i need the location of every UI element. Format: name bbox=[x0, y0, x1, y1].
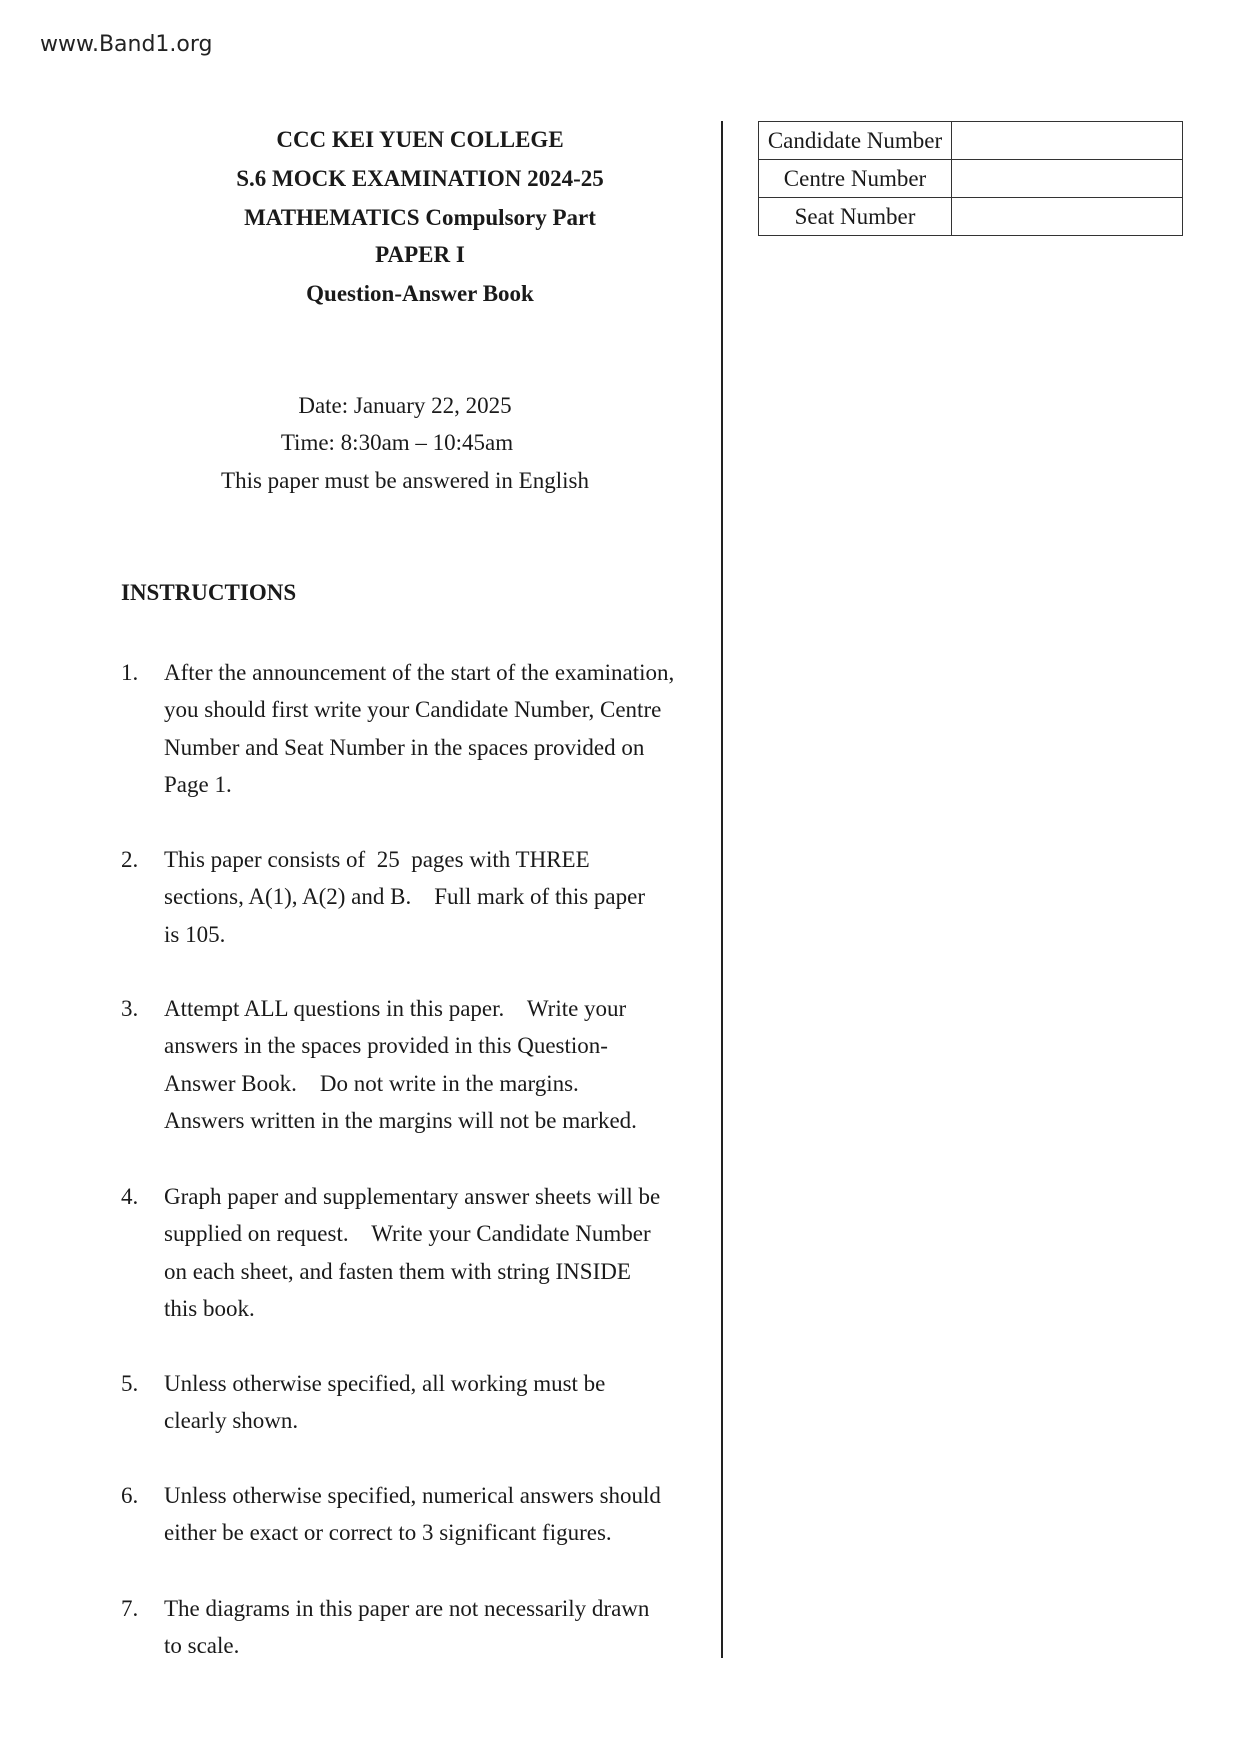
instruction-line: Unless otherwise specified, numerical answers should bbox=[164, 1483, 661, 1508]
instruction-line: clearly shown. bbox=[164, 1408, 299, 1434]
watermark: www.Band1.org bbox=[40, 32, 213, 57]
instruction-text bbox=[164, 1178, 660, 1328]
instruction-line: Graph paper and supplementary answer sheets will be bbox=[164, 1184, 661, 1209]
instruction-line: After the announcement of the start of the examination, bbox=[164, 660, 675, 685]
seat-number-field[interactable] bbox=[952, 198, 1183, 236]
exam-language: This paper must be answered in English bbox=[221, 468, 589, 493]
subject-title: MATHEMATICS Compulsory Part bbox=[244, 205, 596, 230]
instruction-number: 2. bbox=[121, 847, 139, 872]
exam-time: Time: 8:30am – 10:45am bbox=[280, 430, 514, 455]
instruction-number: 5. bbox=[121, 1371, 139, 1396]
instruction-line: The diagrams in this paper are not necessarily drawn bbox=[164, 1596, 650, 1621]
instruction-line: Answers written in the margins will not be marked. bbox=[164, 1108, 637, 1134]
exam-title: S.6 MOCK EXAMINATION 2024-25 bbox=[236, 166, 604, 191]
instruction-line: Answer Book. Do not write in the margins. bbox=[164, 1070, 579, 1096]
exam-date: Date: January 22, 2025 bbox=[298, 393, 512, 418]
school-name: CCC KEI YUEN COLLEGE bbox=[276, 127, 564, 152]
instruction-text bbox=[164, 1590, 649, 1665]
instruction-number: 7. bbox=[121, 1596, 139, 1621]
instruction-line: this book. bbox=[164, 1296, 255, 1322]
instruction-text bbox=[164, 990, 637, 1140]
instruction-number: 6. bbox=[121, 1483, 139, 1508]
table-row bbox=[759, 122, 1183, 160]
instruction-text bbox=[164, 1365, 605, 1440]
instruction-line: Page 1. bbox=[164, 772, 232, 798]
instruction-text bbox=[164, 1477, 661, 1552]
table-row bbox=[759, 198, 1183, 236]
instruction-line: supplied on request. Write your Candidate Number bbox=[164, 1221, 651, 1247]
instruction-line: is 105. bbox=[164, 921, 226, 947]
instruction-line: Attempt ALL questions in this paper. Write your bbox=[164, 996, 627, 1021]
instruction-line: answers in the spaces provided in this Question- bbox=[164, 1033, 608, 1059]
book-title: Question-Answer Book bbox=[306, 281, 534, 306]
instruction-text bbox=[164, 841, 645, 953]
instruction-line: Number and Seat Number in the spaces provided on bbox=[164, 734, 645, 760]
instruction-number: 1. bbox=[121, 660, 139, 685]
candidate-number-field[interactable] bbox=[952, 122, 1183, 160]
instruction-number: 4. bbox=[121, 1184, 139, 1209]
table-row bbox=[759, 160, 1183, 198]
seat-number-label: Seat Number bbox=[759, 198, 952, 236]
instruction-number: 3. bbox=[121, 996, 139, 1021]
candidate-info-table bbox=[758, 121, 1183, 236]
margin-divider bbox=[721, 121, 723, 1658]
instructions-heading: INSTRUCTIONS bbox=[121, 580, 297, 605]
instruction-line: sections, A(1), A(2) and B. Full mark of this paper bbox=[164, 884, 646, 910]
instruction-line: Unless otherwise specified, all working must be bbox=[164, 1371, 606, 1396]
centre-number-label: Centre Number bbox=[759, 160, 952, 198]
centre-number-field[interactable] bbox=[952, 160, 1183, 198]
instruction-text bbox=[164, 654, 674, 804]
instruction-line: to scale. bbox=[164, 1633, 240, 1659]
instruction-line: on each sheet, and fasten them with string INSIDE bbox=[164, 1258, 631, 1284]
paper-title: PAPER I bbox=[375, 242, 465, 267]
instruction-line: you should first write your Candidate Number, Centre bbox=[164, 697, 662, 723]
instruction-line: This paper consists of 25 pages with THREE bbox=[164, 847, 590, 872]
candidate-number-label: Candidate Number bbox=[759, 122, 952, 160]
instruction-line: either be exact or correct to 3 significant figures. bbox=[164, 1520, 612, 1546]
